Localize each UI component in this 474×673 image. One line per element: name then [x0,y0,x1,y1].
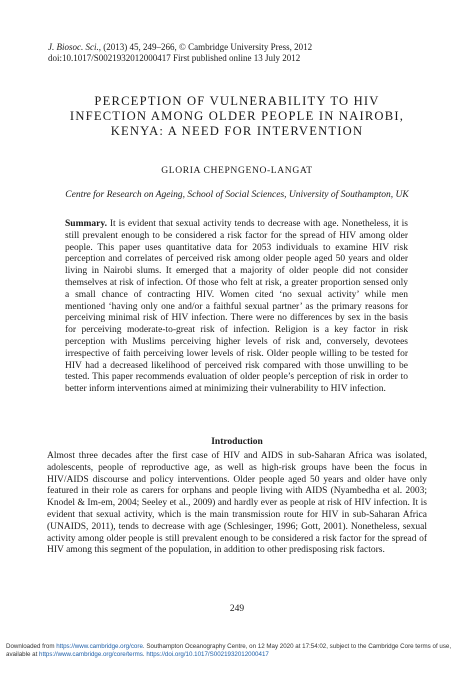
citation-text: , (2013) 45, 249–266, © Cambridge University Press, 2012 [98,42,313,52]
article-title [30,94,444,139]
journal-header [48,42,312,64]
title-line-2: INFECTION AMONG OLDER PEOPLE IN NAIROBI, [69,109,405,123]
cambridge-core-link[interactable]: https://www.cambridge.org/core [56,643,143,650]
author-name: GLORIA CHEPNGENO-LANGAT [161,165,313,176]
section-heading-introduction: Introduction [211,437,263,447]
footer-text-3: available at [6,651,40,658]
abstract-text: It is evident that sexual activity tends to decrease with age. Nonetheless, it is still prevalent enough to be considered a risk factor for the spread of HIV among older people. This paper uses quantitative data for 2053 individuals to examine HIV risk perception and correlates of perceived risk among older people aged 50 years and older living in Nairobi slums. It emerged that a majority of older people did not consider themselves at risk of infection. Of those who felt at risk, a greater proportion sensed only a small chance of contracting HIV. Women cited ‘no sexual activity’ while men mentioned ‘having only one and/or a faithful sexual partner’ as the primary reasons for perceiving minimal risk of HIV infection. There were no differences by sex in the basis for perceiving moderate-to-great risk of infection. Religion is a key factor in risk perception with Muslims perceiving higher levels of risk and, conversely, devotees irrespective of faith perceiving lower levels of risk. Older people willing to be tested for HIV had a decreased likelihood of perceived risk compared with those unwilling to be tested. This paper recommends evaluation of older people’s perception of risk in order to better inform interventions aimed at minimizing their vulnerability to HIV infection. [65,219,408,395]
title-line-3: KENYA: A NEED FOR INTERVENTION [110,124,364,138]
title-line-1: PERCEPTION OF VULNERABILITY TO HIV [94,94,380,108]
footer-text-1: Downloaded from [6,643,57,650]
page-number: 249 [229,604,245,614]
doi-link[interactable]: https://doi.org/10.1017/S0021932012000417 [146,651,269,658]
author-affiliation: Centre for Research on Ageing, School of Social Sciences, University of Southampton, UK [65,190,409,200]
footer-text-4: . [142,651,147,658]
footer-line-1 [6,643,472,651]
abstract [65,219,408,396]
abstract-label: Summary. [65,219,107,229]
journal-name: J. Biosoc. Sci. [48,42,99,52]
citation-line [48,42,312,53]
introduction-paragraph: Almost three decades after the first case of HIV and AIDS in sub-Saharan Africa was isolated, adolescents, people of reproductive age, as well as high-risk groups have been the focus in HIV/AIDS discourse and policy interventions. Older people aged 50 years and older have only featured in their role as carers for orphans and people living with AIDS (Nyambedha et al. 2003; Knodel & Im-em, 2004; Seeley et al., 2009) and hardly ever as people at risk of HIV infection. It is evident that sexual activity, which is the main transmission route for HIV in sub-Saharan Africa (UNAIDS, 2011), tends to decrease with age (Schlesinger, 1996; Gott, 2001). Nonetheless, sexual activity among older people is still prevalent enough to be considered a risk factor for the spread of HIV among this segment of the population, in addition to other predisposing risk factors. [47,451,427,556]
download-footer [6,643,472,659]
footer-line-2 [6,651,472,659]
doi-line: doi:10.1017/S0021932012000417 First published online 13 July 2012 [48,53,301,63]
footer-text-2: . Southampton Oceanography Centre, on 12 May 2020 at 17:54:02, subject to the Cambridge Core terms of use, [142,643,452,650]
terms-link[interactable]: https://www.cambridge.org/core/terms [39,651,143,658]
